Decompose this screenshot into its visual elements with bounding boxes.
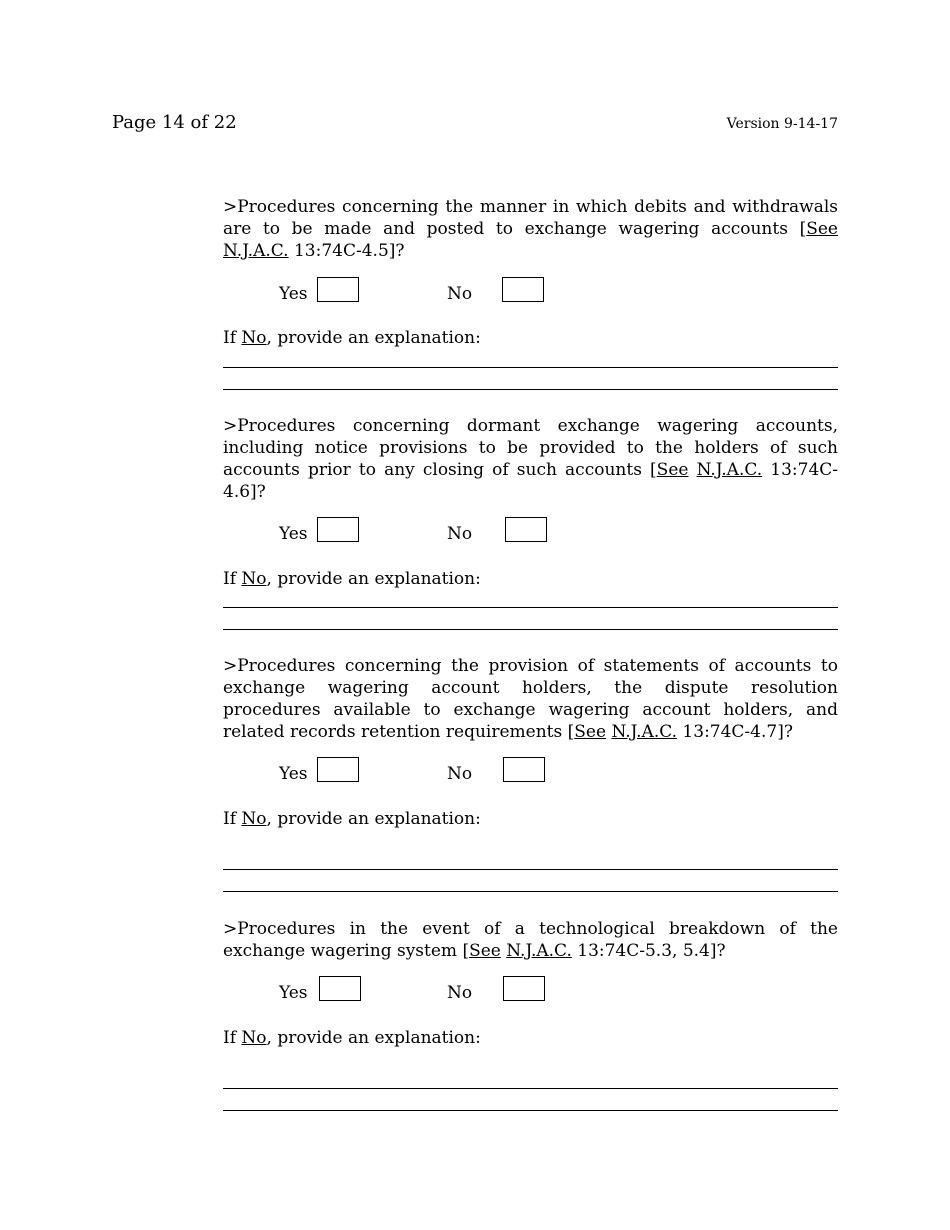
version-label: Version 9-14-17 <box>726 116 838 132</box>
yes-label: Yes <box>279 524 308 544</box>
yes-label: Yes <box>279 284 308 304</box>
no-label: No <box>447 764 473 784</box>
no-label: No <box>447 284 473 304</box>
explanation-label: If No, provide an explanation: <box>223 1028 481 1048</box>
explanation-line[interactable] <box>223 629 838 630</box>
explanation-label: If No, provide an explanation: <box>223 809 481 829</box>
no-checkbox[interactable] <box>502 277 544 302</box>
explanation-line[interactable] <box>223 869 838 870</box>
explanation-line[interactable] <box>223 1088 838 1089</box>
explanation-2 <box>223 568 838 590</box>
question-text-3: >Procedures concerning the provision of statements of accounts to exchange wagering account holders, the dispute resolution procedures available to exchange wagering account holders, and related records retention requirements [See N.J.A.C. 13:74C-4.7]? <box>223 656 838 742</box>
answer-row-2 <box>223 517 838 547</box>
answer-row-4 <box>223 976 838 1006</box>
explanation-1 <box>223 327 838 349</box>
yes-checkbox[interactable] <box>317 277 359 302</box>
no-label: No <box>447 983 473 1003</box>
no-label: No <box>447 524 473 544</box>
page-header-left: Page 14 of 22 <box>112 112 237 133</box>
question-text-2: >Procedures concerning dormant exchange wagering accounts, including notice provisions to be provided to the holders of such accounts prior to any closing of such accounts [See N.J.A.C. 13:74C-4.6]? <box>223 416 839 502</box>
explanation-label: If No, provide an explanation: <box>223 569 481 589</box>
no-checkbox[interactable] <box>505 517 547 542</box>
yes-checkbox[interactable] <box>319 976 361 1001</box>
answer-row-1 <box>223 277 838 307</box>
yes-label: Yes <box>279 764 308 784</box>
explanation-label: If No, provide an explanation: <box>223 328 481 348</box>
explanation-line[interactable] <box>223 607 838 608</box>
question-section-2 <box>223 415 838 503</box>
yes-label: Yes <box>279 983 308 1003</box>
answer-row-3 <box>223 757 838 787</box>
question-text-4: >Procedures in the event of a technological breakdown of the exchange wagering system [See N.J.A.C. 13:74C-5.3, 5.4]? <box>223 919 838 961</box>
question-section-3 <box>223 655 838 743</box>
explanation-4 <box>223 1027 838 1049</box>
no-checkbox[interactable] <box>503 976 545 1001</box>
no-checkbox[interactable] <box>503 757 545 782</box>
yes-checkbox[interactable] <box>317 517 359 542</box>
explanation-line[interactable] <box>223 367 838 368</box>
explanation-line[interactable] <box>223 891 838 892</box>
yes-checkbox[interactable] <box>317 757 359 782</box>
question-section-1 <box>223 196 838 262</box>
explanation-line[interactable] <box>223 1110 838 1111</box>
explanation-3 <box>223 808 838 830</box>
question-section-4 <box>223 918 838 962</box>
question-text-1: >Procedures concerning the manner in which debits and withdrawals are to be made and posted to exchange wagering accounts [See N.J.A.C. 13:74C-4.5]? <box>223 197 838 261</box>
explanation-line[interactable] <box>223 389 838 390</box>
